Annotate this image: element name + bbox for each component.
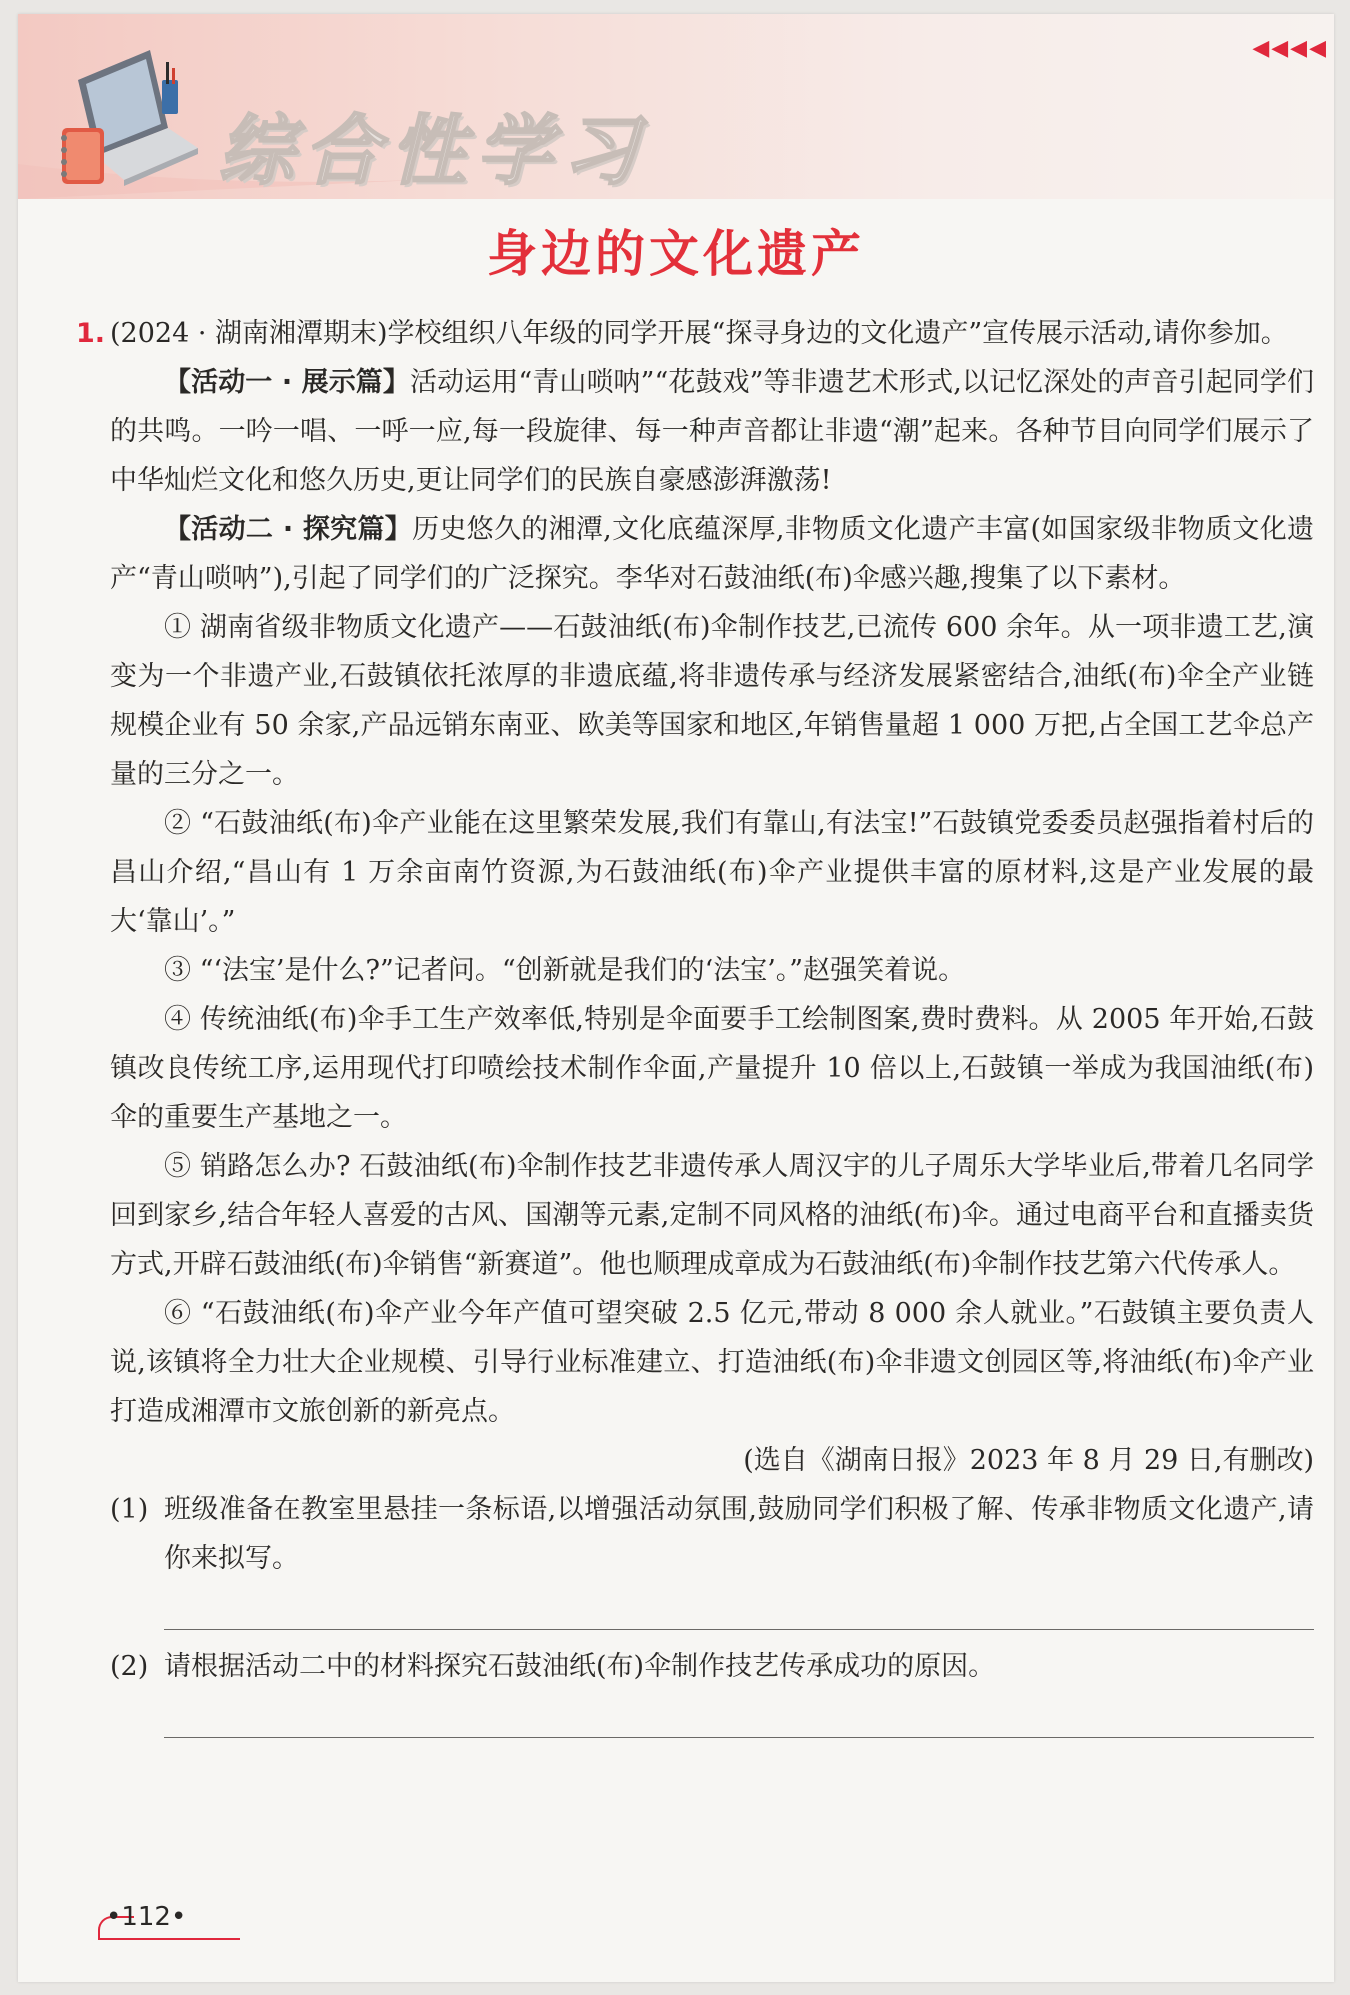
page-number: •112• — [106, 1902, 187, 1932]
question-intro-text: (2024 · 湖南湘潭期末)学校组织八年级的同学开展“探寻身边的文化遗产”宣传展示活动,请你参加。 — [110, 318, 1288, 349]
header-banner — [18, 14, 1334, 199]
subquestion-1 — [110, 1485, 1314, 1583]
question-content — [76, 309, 1315, 1750]
question-number: 1. — [76, 318, 106, 349]
activity-two-tag: 【活动二 · 探究篇】 — [164, 514, 413, 545]
material-1: ① 湖南省级非物质文化遗产——石鼓油纸(布)伞制作技艺,已流传 600 余年。从一项非遗工艺,演变为一个非遗产业,石鼓镇依托浓厚的非遗底蕴,将非遗传承与经济发展紧密结合,油纸(布)伞全产业链规模企业有 50 余家,产品远销东南亚、欧美等国家和地区,年销售量超 1 000 万把,占全国工艺伞总产量的三分之一。 — [110, 612, 1314, 790]
laptop-icon — [58, 40, 208, 190]
material-6: ⑥ “石鼓油纸(布)伞产业今年产值可望突破 2.5 亿元,带动 8 000 余人就业。”石鼓镇主要负责人说,该镇将全力壮大企业规模、引导行业标准建立、打造油纸(布)伞非遗文创园区等,将油纸(布)伞产业打造成湘潭市文旅创新的新亮点。 — [110, 1298, 1314, 1427]
material-4: ④ 传统油纸(布)伞手工生产效率低,特别是伞面要手工绘制图案,费时费料。从 2005 年开始,石鼓镇改良传统工序,运用现代打印喷绘技术制作伞面,产量提升 10 倍以上,石鼓镇一举成为我国油纸(布)伞的重要生产基地之一。 — [110, 1004, 1314, 1133]
question-intro — [76, 309, 1314, 358]
lesson-title: 身边的文化遗产 — [487, 225, 865, 283]
page — [18, 14, 1334, 1982]
activity-one — [110, 358, 1314, 505]
activity-one-tag: 【活动一 · 展示篇】 — [164, 367, 410, 398]
activity-two — [110, 505, 1314, 603]
subquestion-1-text: 班级准备在教室里悬挂一条标语,以增强活动氛围,鼓励同学们积极了解、传承非物质文化遗产,请你来拟写。 — [164, 1494, 1314, 1574]
subquestion-1-number: (1) — [110, 1494, 149, 1525]
answer-line-1[interactable] — [164, 1629, 1314, 1630]
corner-arrows-icon: ◀◀◀◀ — [1252, 36, 1328, 61]
activity-one-text: 活动运用“青山唢呐”“花鼓戏”等非遗艺术形式,以记忆深处的声音引起同学们的共鸣。一吟一唱、一呼一应,每一段旋律、每一种声音都让非遗“潮”起来。各种节目向同学们展示了中华灿烂文化和悠久历史,更让同学们的民族自豪感澎湃激荡! — [110, 367, 1314, 496]
material-2: ② “石鼓油纸(布)伞产业能在这里繁荣发展,我们有靠山,有法宝!”石鼓镇党委委员赵强指着村后的昌山介绍,“昌山有 1 万余亩南竹资源,为石鼓油纸(布)伞产业提供丰富的原材料,这是产业发展的最大‘靠山’。” — [110, 808, 1314, 937]
material-source: (选自《湖南日报》2023 年 8 月 29 日,有删改) — [743, 1445, 1314, 1476]
material-3: ③ “‘法宝’是什么?”记者问。“创新就是我们的‘法宝’。”赵强笑着说。 — [164, 955, 966, 986]
activity-two-text: 历史悠久的湘潭,文化底蕴深厚,非物质文化遗产丰富(如国家级非物质文化遗产“青山唢呐”),引起了同学们的广泛探究。李华对石鼓油纸(布)伞感兴趣,搜集了以下素材。 — [110, 514, 1315, 594]
section-title: 综合性学习 — [218, 106, 648, 195]
header-curve-decoration — [18, 14, 1334, 199]
answer-line-2[interactable] — [164, 1737, 1314, 1738]
subquestion-2 — [110, 1642, 1314, 1691]
subquestion-2-number: (2) — [110, 1651, 149, 1682]
subquestion-2-text: 请根据活动二中的材料探究石鼓油纸(布)伞制作技艺传承成功的原因。 — [164, 1651, 996, 1682]
material-5: ⑤ 销路怎么办? 石鼓油纸(布)伞制作技艺非遗传承人周汉宇的儿子周乐大学毕业后,带着几名同学回到家乡,结合年轻人喜爱的古风、国潮等元素,定制不同风格的油纸(布)伞。通过电商平台和直播卖货方式,开辟石鼓油纸(布)伞销售“新赛道”。他也顺理成章成为石鼓油纸(布)伞制作技艺第六代传承人。 — [110, 1151, 1314, 1280]
page-number-underline — [98, 1938, 240, 1940]
